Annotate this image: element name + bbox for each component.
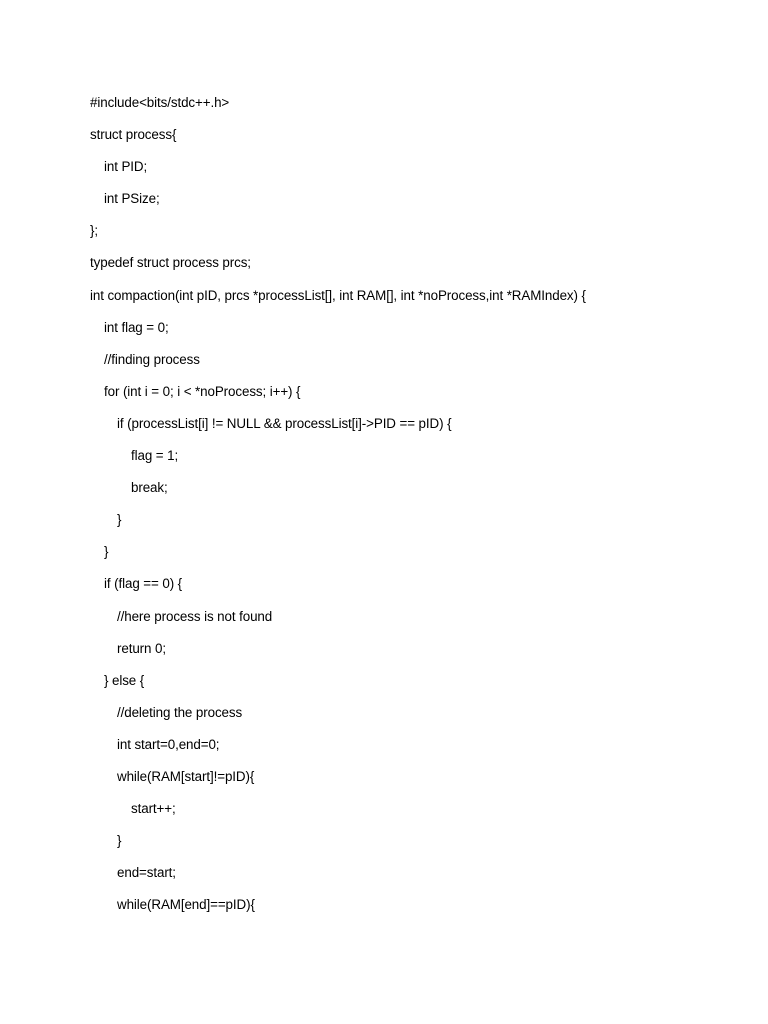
- code-line: int PSize;: [104, 191, 160, 207]
- code-line: struct process{: [90, 127, 177, 143]
- code-line: break;: [131, 480, 168, 496]
- code-line: //deleting the process: [117, 704, 243, 720]
- code-line: if (flag == 0) {: [104, 576, 183, 592]
- code-line: //here process is not found: [117, 608, 273, 624]
- code-line: if (processList[i] != NULL && processList[i]->PID == pID) {: [117, 415, 452, 431]
- code-line: int flag = 0;: [104, 319, 169, 335]
- code-line: }: [117, 512, 122, 528]
- code-line: start++;: [131, 801, 176, 817]
- code-line: } else {: [104, 672, 145, 688]
- code-line: }: [117, 833, 122, 849]
- code-listing: [90, 94, 730, 928]
- code-line: typedef struct process prcs;: [90, 255, 251, 271]
- code-line: while(RAM[end]==pID){: [117, 897, 255, 913]
- code-line: #include<bits/stdc++.h>: [90, 95, 230, 110]
- code-line: flag = 1;: [131, 448, 179, 464]
- code-line: };: [90, 223, 98, 239]
- code-line: for (int i = 0; i < *noProcess; i++) {: [104, 383, 301, 399]
- code-line: end=start;: [117, 865, 176, 881]
- code-line: int start=0,end=0;: [117, 736, 220, 752]
- code-line: int compaction(int pID, prcs *processList[], int RAM[], int *noProcess,int *RAMIndex) {: [90, 287, 586, 303]
- code-line: while(RAM[start]!=pID){: [117, 768, 255, 784]
- code-line: //finding process: [104, 351, 200, 367]
- code-line: int PID;: [104, 159, 148, 175]
- code-line: }: [104, 544, 109, 560]
- code-line: return 0;: [117, 640, 166, 656]
